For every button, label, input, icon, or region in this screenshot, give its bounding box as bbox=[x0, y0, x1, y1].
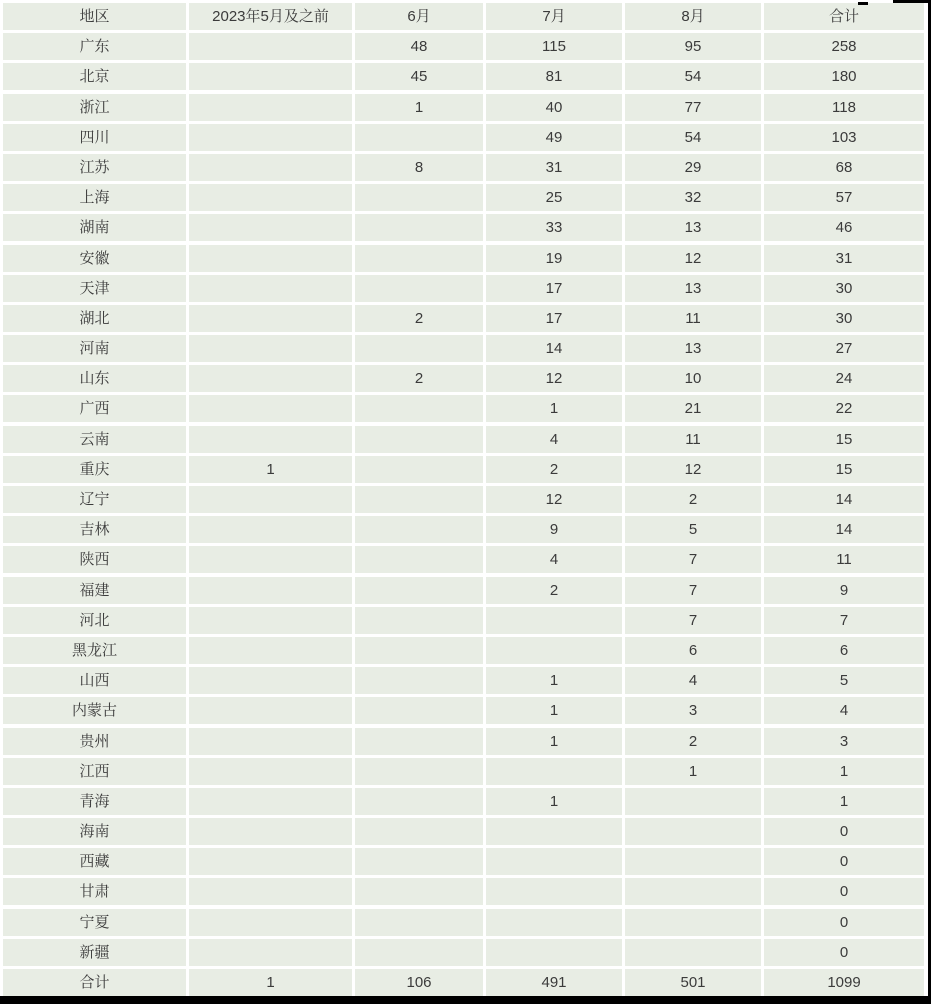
row-value-cell bbox=[189, 395, 352, 422]
header-value-cell: 8月 bbox=[625, 3, 761, 30]
row-value-cell: 11 bbox=[625, 305, 761, 332]
row-value-cell bbox=[625, 909, 761, 936]
row-value-cell: 57 bbox=[764, 184, 924, 211]
row-value-cell: 1 bbox=[486, 395, 622, 422]
row-value-cell bbox=[486, 818, 622, 845]
row-label-cell: 内蒙古 bbox=[3, 697, 186, 724]
row-value-cell: 115 bbox=[486, 33, 622, 60]
header-value-cell: 6月 bbox=[355, 3, 483, 30]
row-value-cell bbox=[355, 878, 483, 905]
row-value-cell: 8 bbox=[355, 154, 483, 181]
row-value-cell: 40 bbox=[486, 94, 622, 121]
row-value-cell: 1 bbox=[486, 697, 622, 724]
top-right-edge-segment bbox=[893, 0, 931, 3]
row-value-cell: 22 bbox=[764, 395, 924, 422]
row-value-cell bbox=[355, 939, 483, 966]
row-label-cell: 海南 bbox=[3, 818, 186, 845]
row-value-cell: 9 bbox=[486, 516, 622, 543]
table-row bbox=[3, 848, 924, 875]
row-label-cell: 山东 bbox=[3, 365, 186, 392]
row-value-cell bbox=[355, 335, 483, 362]
row-value-cell bbox=[189, 214, 352, 241]
row-value-cell bbox=[189, 154, 352, 181]
row-value-cell: 3 bbox=[625, 697, 761, 724]
row-label-cell: 青海 bbox=[3, 788, 186, 815]
row-value-cell: 14 bbox=[764, 516, 924, 543]
table-row bbox=[3, 577, 924, 604]
row-value-cell bbox=[189, 637, 352, 664]
row-label-cell: 辽宁 bbox=[3, 486, 186, 513]
table-row bbox=[3, 63, 924, 90]
row-value-cell: 103 bbox=[764, 124, 924, 151]
row-value-cell: 4 bbox=[486, 546, 622, 573]
row-value-cell bbox=[355, 214, 483, 241]
row-value-cell bbox=[486, 909, 622, 936]
table-row bbox=[3, 214, 924, 241]
row-label-cell: 湖南 bbox=[3, 214, 186, 241]
table-row bbox=[3, 516, 924, 543]
table-row bbox=[3, 365, 924, 392]
row-value-cell: 1 bbox=[764, 758, 924, 785]
row-value-cell: 32 bbox=[625, 184, 761, 211]
table-row bbox=[3, 245, 924, 272]
row-value-cell: 33 bbox=[486, 214, 622, 241]
table-row bbox=[3, 124, 924, 151]
row-value-cell bbox=[355, 848, 483, 875]
row-value-cell bbox=[486, 878, 622, 905]
table-row bbox=[3, 184, 924, 211]
row-value-cell: 9 bbox=[764, 577, 924, 604]
row-value-cell: 1 bbox=[764, 788, 924, 815]
row-value-cell: 6 bbox=[625, 637, 761, 664]
row-value-cell bbox=[189, 63, 352, 90]
row-value-cell: 7 bbox=[625, 577, 761, 604]
row-value-cell: 27 bbox=[764, 335, 924, 362]
row-value-cell bbox=[355, 184, 483, 211]
row-value-cell bbox=[486, 607, 622, 634]
row-value-cell: 1 bbox=[486, 728, 622, 755]
top-edge-dash bbox=[858, 2, 868, 5]
row-value-cell: 25 bbox=[486, 184, 622, 211]
row-value-cell bbox=[189, 728, 352, 755]
row-value-cell: 0 bbox=[764, 909, 924, 936]
row-value-cell bbox=[189, 335, 352, 362]
row-label-cell: 山西 bbox=[3, 667, 186, 694]
row-value-cell: 3 bbox=[764, 728, 924, 755]
row-label-cell: 江西 bbox=[3, 758, 186, 785]
row-value-cell bbox=[189, 94, 352, 121]
row-value-cell bbox=[355, 758, 483, 785]
row-value-cell: 77 bbox=[625, 94, 761, 121]
row-value-cell: 29 bbox=[625, 154, 761, 181]
row-value-cell bbox=[189, 486, 352, 513]
row-value-cell bbox=[355, 124, 483, 151]
row-value-cell bbox=[189, 878, 352, 905]
row-value-cell bbox=[189, 697, 352, 724]
row-value-cell: 30 bbox=[764, 275, 924, 302]
row-value-cell: 2 bbox=[486, 456, 622, 483]
row-value-cell: 14 bbox=[764, 486, 924, 513]
row-label-cell: 北京 bbox=[3, 63, 186, 90]
footer-value-cell: 1099 bbox=[764, 969, 924, 996]
row-value-cell: 12 bbox=[486, 486, 622, 513]
row-label-cell: 西藏 bbox=[3, 848, 186, 875]
row-value-cell: 6 bbox=[764, 637, 924, 664]
row-value-cell: 15 bbox=[764, 426, 924, 453]
row-value-cell: 48 bbox=[355, 33, 483, 60]
row-value-cell bbox=[189, 426, 352, 453]
row-value-cell: 118 bbox=[764, 94, 924, 121]
table-row bbox=[3, 818, 924, 845]
table-row bbox=[3, 486, 924, 513]
row-value-cell: 31 bbox=[764, 245, 924, 272]
table-row bbox=[3, 33, 924, 60]
row-value-cell: 2 bbox=[355, 365, 483, 392]
row-label-cell: 新疆 bbox=[3, 939, 186, 966]
table-row bbox=[3, 456, 924, 483]
footer-value-cell: 106 bbox=[355, 969, 483, 996]
row-value-cell: 4 bbox=[625, 667, 761, 694]
table-row bbox=[3, 758, 924, 785]
row-value-cell bbox=[189, 124, 352, 151]
row-value-cell: 1 bbox=[486, 667, 622, 694]
row-value-cell: 13 bbox=[625, 275, 761, 302]
row-value-cell bbox=[355, 909, 483, 936]
row-value-cell bbox=[189, 516, 352, 543]
row-value-cell bbox=[189, 305, 352, 332]
header-value-cell: 7月 bbox=[486, 3, 622, 30]
row-value-cell: 2 bbox=[486, 577, 622, 604]
row-value-cell: 13 bbox=[625, 335, 761, 362]
row-value-cell bbox=[355, 697, 483, 724]
row-value-cell bbox=[355, 546, 483, 573]
row-value-cell: 68 bbox=[764, 154, 924, 181]
row-value-cell bbox=[189, 818, 352, 845]
row-label-cell: 广西 bbox=[3, 395, 186, 422]
row-value-cell: 7 bbox=[625, 607, 761, 634]
row-value-cell: 12 bbox=[625, 456, 761, 483]
row-value-cell bbox=[355, 275, 483, 302]
footer-value-cell: 501 bbox=[625, 969, 761, 996]
row-value-cell: 30 bbox=[764, 305, 924, 332]
row-label-cell: 云南 bbox=[3, 426, 186, 453]
row-value-cell bbox=[355, 516, 483, 543]
footer-value-cell: 1 bbox=[189, 969, 352, 996]
header-value-cell: 2023年5月及之前 bbox=[189, 3, 352, 30]
header-row bbox=[3, 3, 924, 30]
row-label-cell: 四川 bbox=[3, 124, 186, 151]
row-value-cell: 7 bbox=[764, 607, 924, 634]
row-label-cell: 陕西 bbox=[3, 546, 186, 573]
row-value-cell: 0 bbox=[764, 878, 924, 905]
row-label-cell: 湖北 bbox=[3, 305, 186, 332]
row-value-cell bbox=[486, 637, 622, 664]
row-value-cell: 4 bbox=[486, 426, 622, 453]
row-value-cell bbox=[189, 184, 352, 211]
row-value-cell: 19 bbox=[486, 245, 622, 272]
row-value-cell bbox=[189, 848, 352, 875]
row-label-cell: 重庆 bbox=[3, 456, 186, 483]
row-value-cell: 0 bbox=[764, 848, 924, 875]
row-value-cell: 95 bbox=[625, 33, 761, 60]
row-value-cell: 2 bbox=[355, 305, 483, 332]
row-value-cell: 21 bbox=[625, 395, 761, 422]
table-row bbox=[3, 275, 924, 302]
row-value-cell bbox=[189, 577, 352, 604]
row-value-cell bbox=[355, 607, 483, 634]
row-value-cell: 54 bbox=[625, 124, 761, 151]
row-value-cell: 15 bbox=[764, 456, 924, 483]
row-value-cell: 0 bbox=[764, 939, 924, 966]
row-value-cell bbox=[625, 878, 761, 905]
row-label-cell: 河北 bbox=[3, 607, 186, 634]
table-row bbox=[3, 546, 924, 573]
row-value-cell: 1 bbox=[625, 758, 761, 785]
table-row bbox=[3, 154, 924, 181]
table-row bbox=[3, 667, 924, 694]
row-value-cell bbox=[189, 275, 352, 302]
row-value-cell: 180 bbox=[764, 63, 924, 90]
table-row bbox=[3, 637, 924, 664]
row-value-cell: 5 bbox=[625, 516, 761, 543]
row-value-cell bbox=[355, 818, 483, 845]
row-value-cell bbox=[355, 788, 483, 815]
row-label-cell: 吉林 bbox=[3, 516, 186, 543]
row-value-cell bbox=[625, 939, 761, 966]
row-value-cell: 1 bbox=[189, 456, 352, 483]
row-value-cell: 11 bbox=[625, 426, 761, 453]
row-value-cell bbox=[189, 758, 352, 785]
row-label-cell: 宁夏 bbox=[3, 909, 186, 936]
row-value-cell: 12 bbox=[486, 365, 622, 392]
header-label-cell: 地区 bbox=[3, 3, 186, 30]
row-value-cell: 81 bbox=[486, 63, 622, 90]
row-label-cell: 福建 bbox=[3, 577, 186, 604]
row-value-cell bbox=[189, 546, 352, 573]
row-label-cell: 浙江 bbox=[3, 94, 186, 121]
row-label-cell: 贵州 bbox=[3, 728, 186, 755]
row-label-cell: 江苏 bbox=[3, 154, 186, 181]
row-value-cell bbox=[355, 456, 483, 483]
row-value-cell bbox=[189, 33, 352, 60]
table-row bbox=[3, 728, 924, 755]
row-value-cell bbox=[355, 395, 483, 422]
row-value-cell: 10 bbox=[625, 365, 761, 392]
row-value-cell bbox=[355, 637, 483, 664]
row-value-cell bbox=[355, 486, 483, 513]
row-value-cell bbox=[355, 245, 483, 272]
row-value-cell: 11 bbox=[764, 546, 924, 573]
row-value-cell: 54 bbox=[625, 63, 761, 90]
row-label-cell: 上海 bbox=[3, 184, 186, 211]
row-value-cell: 49 bbox=[486, 124, 622, 151]
row-value-cell bbox=[189, 909, 352, 936]
table-row bbox=[3, 607, 924, 634]
row-value-cell: 258 bbox=[764, 33, 924, 60]
row-value-cell: 5 bbox=[764, 667, 924, 694]
row-value-cell: 46 bbox=[764, 214, 924, 241]
table-row bbox=[3, 909, 924, 936]
row-value-cell bbox=[189, 939, 352, 966]
row-value-cell bbox=[189, 607, 352, 634]
row-value-cell bbox=[486, 939, 622, 966]
row-value-cell: 0 bbox=[764, 818, 924, 845]
table-row bbox=[3, 395, 924, 422]
row-value-cell bbox=[355, 426, 483, 453]
row-label-cell: 广东 bbox=[3, 33, 186, 60]
row-value-cell bbox=[625, 818, 761, 845]
row-value-cell: 12 bbox=[625, 245, 761, 272]
row-value-cell: 4 bbox=[764, 697, 924, 724]
table-row bbox=[3, 788, 924, 815]
table-row bbox=[3, 426, 924, 453]
table-row bbox=[3, 94, 924, 121]
row-value-cell bbox=[189, 667, 352, 694]
table-row bbox=[3, 305, 924, 332]
bottom-edge-bar bbox=[0, 996, 931, 1004]
table-row bbox=[3, 335, 924, 362]
table-row bbox=[3, 939, 924, 966]
row-label-cell: 河南 bbox=[3, 335, 186, 362]
row-value-cell: 14 bbox=[486, 335, 622, 362]
table-row bbox=[3, 878, 924, 905]
row-value-cell bbox=[486, 848, 622, 875]
row-value-cell bbox=[355, 577, 483, 604]
row-value-cell: 13 bbox=[625, 214, 761, 241]
row-label-cell: 天津 bbox=[3, 275, 186, 302]
row-value-cell: 2 bbox=[625, 486, 761, 513]
row-value-cell bbox=[486, 758, 622, 785]
header-value-cell: 合计 bbox=[764, 3, 924, 30]
footer-value-cell: 491 bbox=[486, 969, 622, 996]
row-value-cell bbox=[189, 788, 352, 815]
row-label-cell: 黑龙江 bbox=[3, 637, 186, 664]
row-value-cell: 1 bbox=[486, 788, 622, 815]
row-value-cell: 45 bbox=[355, 63, 483, 90]
footer-total-row bbox=[3, 969, 924, 996]
row-value-cell: 7 bbox=[625, 546, 761, 573]
row-value-cell: 17 bbox=[486, 305, 622, 332]
row-value-cell: 17 bbox=[486, 275, 622, 302]
row-label-cell: 甘肃 bbox=[3, 878, 186, 905]
table-row bbox=[3, 697, 924, 724]
row-value-cell bbox=[189, 365, 352, 392]
row-value-cell bbox=[355, 728, 483, 755]
row-value-cell bbox=[625, 788, 761, 815]
row-label-cell: 安徽 bbox=[3, 245, 186, 272]
row-value-cell bbox=[355, 667, 483, 694]
row-value-cell bbox=[189, 245, 352, 272]
row-value-cell bbox=[625, 848, 761, 875]
row-value-cell: 31 bbox=[486, 154, 622, 181]
footer-label-cell: 合计 bbox=[3, 969, 186, 996]
row-value-cell: 2 bbox=[625, 728, 761, 755]
row-value-cell: 1 bbox=[355, 94, 483, 121]
row-value-cell: 24 bbox=[764, 365, 924, 392]
